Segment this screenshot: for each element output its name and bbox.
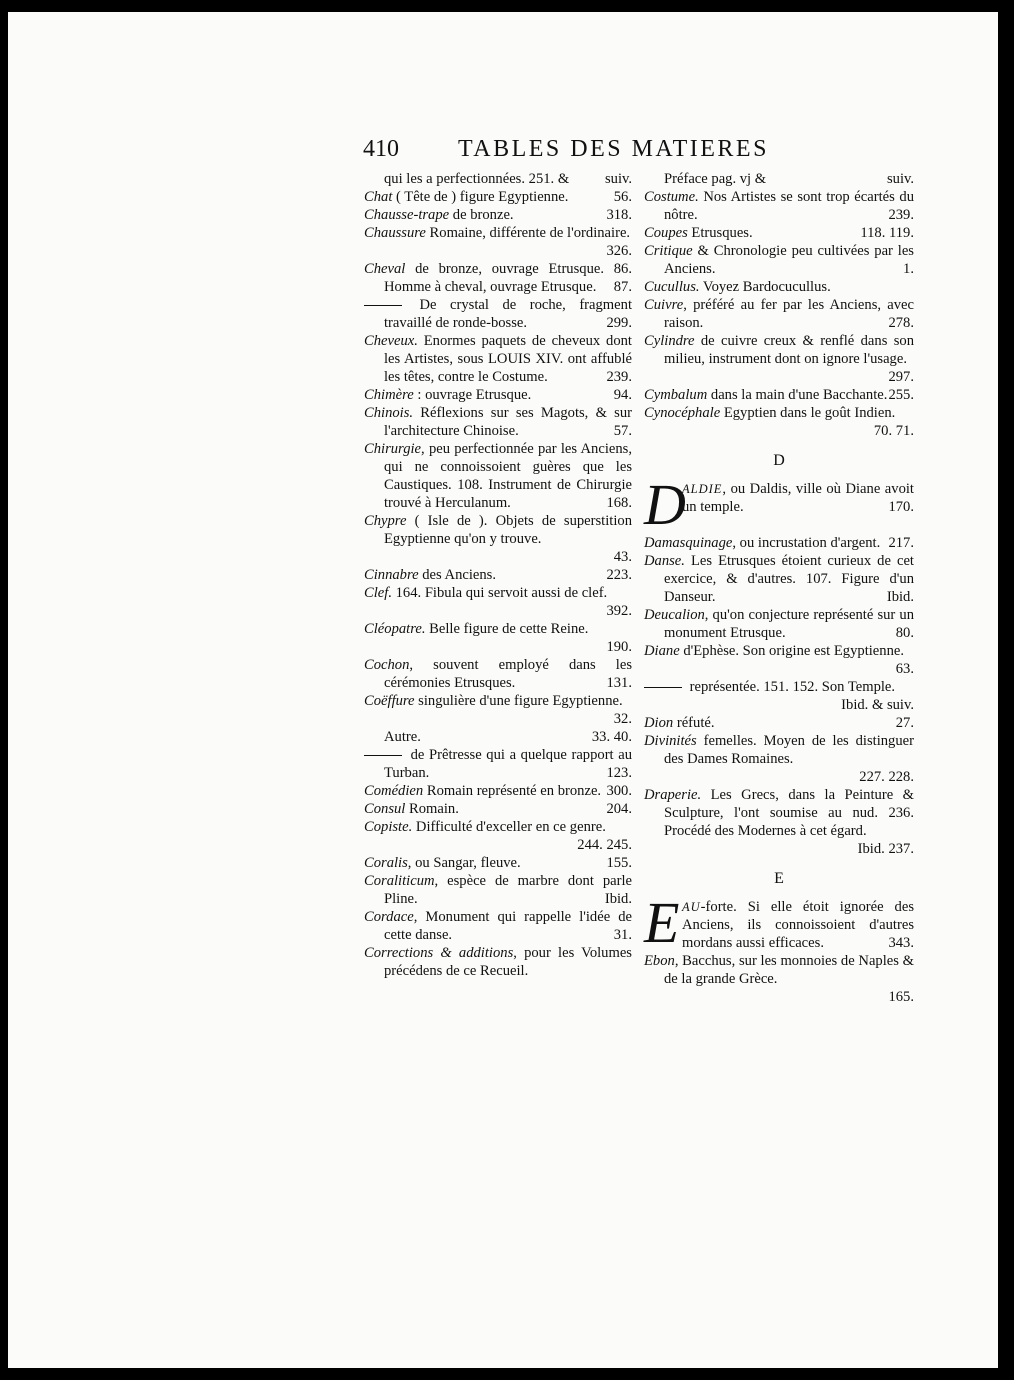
entry-headword: Cinnabre <box>364 567 419 583</box>
entry-text: femelles. Moyen de les distinguer des Dames Romaines. <box>664 733 914 767</box>
drop-smallcaps: ALDIE <box>682 482 723 496</box>
entry-page-ref: 318. <box>606 207 632 223</box>
entry-page-ref: 131. <box>606 675 632 691</box>
index-entry <box>364 206 632 224</box>
entry-text: Voyez Bardocucullus. <box>699 279 831 295</box>
entry-page-ref: 123. <box>606 765 632 781</box>
index-entry <box>364 224 632 260</box>
entry-text: réfuté. <box>673 715 715 731</box>
entry-page-ref: 43. <box>613 549 632 565</box>
index-entry <box>364 692 632 728</box>
right-column <box>644 170 914 1006</box>
entry-headword: Coëffure <box>364 693 415 709</box>
entry-headword: Dion <box>644 715 674 731</box>
entry-text: , préféré au fer par les Anciens, avec raison. <box>664 297 914 331</box>
entry-headword: Copiste. <box>364 819 413 835</box>
entry-page-ref: 223. <box>606 567 632 583</box>
index-entry <box>364 404 632 440</box>
entry-page-ref: 244. 245. <box>577 837 632 853</box>
entry-headword: Cheveux. <box>364 333 418 349</box>
entry-page-ref: 94. <box>613 387 632 403</box>
entry-text: Enormes paquets de cheveux dont les Artistes, sous LOUIS XIV. ont affublé les têtes, contre le Costume. <box>384 333 632 385</box>
entry-text: singulière d'une figure Egyptienne. <box>414 693 623 709</box>
section-d-entries <box>644 534 914 858</box>
index-entry <box>644 786 914 858</box>
index-entry <box>644 678 914 714</box>
section-e-entries <box>644 952 914 1006</box>
entry-text: 164. Fibula qui servoit aussi de clef. <box>391 585 608 601</box>
index-entry <box>644 714 914 732</box>
entry-text: de cuivre creux & renflé dans son milieu, instrument dont on ignore l'usage. <box>664 333 914 367</box>
index-entry <box>364 908 632 944</box>
ditto-dash <box>364 755 402 756</box>
entry-headword: Corrections & additions <box>364 945 514 961</box>
right-entries <box>644 170 914 440</box>
entry-headword: Draperie. <box>644 787 702 803</box>
drop-ref: 343. <box>888 935 914 951</box>
index-entry <box>364 728 632 746</box>
document-page <box>8 12 998 1368</box>
entry-page-ref: 70. 71. <box>873 423 914 439</box>
index-entry <box>644 224 914 242</box>
entry-headword: Coupes <box>644 225 688 241</box>
entry-page-ref: 278. <box>888 315 914 331</box>
entry-page-ref: 255. <box>888 387 914 403</box>
index-entry <box>364 332 632 386</box>
entry-page-ref: 299. <box>606 315 632 331</box>
index-entry <box>364 170 632 188</box>
entry-text: Réflexions sur ses Magots, & sur l'architecture Chinoise. <box>384 405 632 439</box>
entry-page-ref: 217. <box>888 535 914 551</box>
entry-headword: Danse. <box>644 553 685 569</box>
entry-page-ref: 326. <box>606 243 632 259</box>
index-entry <box>644 732 914 786</box>
entry-text: , ou incrustation d'argent. <box>732 535 881 551</box>
index-entry <box>364 260 632 296</box>
entry-page-ref: 392. <box>606 603 632 619</box>
entry-text: d'Ephèse. Son origine est Egyptienne. <box>679 643 905 659</box>
entry-page-ref: 63. <box>895 661 914 677</box>
index-entry <box>364 386 632 404</box>
entry-headword: Coraliticum <box>364 873 435 889</box>
entry-page-ref: 118. 119. <box>860 225 914 241</box>
index-entry <box>364 296 632 332</box>
page-header <box>363 134 833 168</box>
entry-text: , pour les Volumes précédens de ce Recueil. <box>384 945 632 979</box>
entry-page-ref: 165. <box>888 989 914 1005</box>
index-entry <box>644 278 914 296</box>
entry-text: , Bacchus, sur les monnoies de Naples & de la grande Grèce. <box>664 953 914 987</box>
entry-headword: Divinités <box>644 733 697 749</box>
entry-page-ref: suiv. <box>886 171 914 187</box>
entry-headword: Cléopatre. <box>364 621 426 637</box>
entry-text: De crystal de roche, fragment travaillé de ronde-bosse. <box>384 297 632 331</box>
entry-text: Autre. <box>384 729 421 745</box>
index-entry <box>364 620 632 656</box>
entry-page-ref: 31. <box>613 927 632 943</box>
entry-page-ref: 1. <box>903 261 914 277</box>
entry-headword: Comédien <box>364 783 424 799</box>
entry-text: Romaine, différente de l'ordinaire. <box>425 225 631 241</box>
entry-headword: Chirurgie <box>364 441 422 457</box>
entry-page-ref: 190. <box>606 639 632 655</box>
drop-text: , ou Daldis, ville où Diane avoit un temple. <box>682 481 914 515</box>
entry-headword: Diane <box>644 643 680 659</box>
entry-text: , qu'on conjecture représenté sur un monument Etrusque. <box>664 607 914 641</box>
entry-headword: Cordace <box>364 909 414 925</box>
drop-cap-entry-d <box>644 472 914 537</box>
entry-text: , ou Sangar, fleuve. <box>407 855 521 871</box>
entry-text: Belle figure de cette Reine. <box>425 621 589 637</box>
entry-page-ref: 239. <box>888 207 914 223</box>
index-entry <box>364 584 632 620</box>
entry-text: Difficulté d'exceller en ce genre. <box>412 819 606 835</box>
index-entry <box>364 818 632 854</box>
entry-page-ref: 80. <box>895 625 914 641</box>
entry-text: , espèce de marbre dont parle Pline. <box>384 873 632 907</box>
drop-cap-e: E <box>644 890 680 955</box>
entry-page-ref: 87. <box>613 279 632 295</box>
entry-page-ref: 297. <box>888 369 914 385</box>
section-letter-e: E <box>774 870 784 887</box>
entry-headword: Chypre <box>364 513 407 529</box>
entry-text: qui les a perfectionnées. 251. & <box>384 171 570 187</box>
entry-text: des Anciens. <box>418 567 497 583</box>
entry-headword: Cucullus. <box>644 279 700 295</box>
entry-headword: Damasquinage <box>644 535 733 551</box>
index-entry <box>644 952 914 1006</box>
entry-headword: Critique <box>644 243 693 259</box>
entry-headword: Cylindre <box>644 333 695 349</box>
entry-text: Romain. <box>405 801 459 817</box>
entry-page-ref: Ibid. <box>604 891 632 907</box>
entry-page-ref: 32. <box>613 711 632 727</box>
entry-text: de bronze, ouvrage Etrusque. 86. Homme à cheval, ouvrage Etrusque. <box>384 261 632 295</box>
entry-headword: Chausse-trape <box>364 207 450 223</box>
entry-page-ref: 27. <box>895 715 914 731</box>
index-entry <box>644 404 914 440</box>
ditto-dash <box>644 687 682 688</box>
entry-text: : ouvrage Etrusque. <box>413 387 532 403</box>
page-title: TABLES DES MATIERES <box>458 136 769 162</box>
entry-page-ref: 57. <box>613 423 632 439</box>
entry-page-ref: 155. <box>606 855 632 871</box>
drop-ref: 170. <box>888 499 914 515</box>
entry-headword: Ebon <box>644 953 675 969</box>
drop-smallcaps: AU <box>682 900 701 914</box>
entry-text: Préface pag. vj & <box>664 171 767 187</box>
index-entry <box>364 440 632 512</box>
index-entry <box>364 872 632 908</box>
index-entry <box>364 188 632 206</box>
entry-text: dans la main d'une Bacchante. <box>707 387 888 403</box>
drop-cap-d: D <box>644 472 686 537</box>
index-entry <box>644 386 914 404</box>
index-entry <box>644 188 914 224</box>
drop-text: -forte. Si elle étoit ignorée des Anciens, ils connoissoient d'autres mordans aussi efficaces. <box>682 899 914 951</box>
entry-headword: Coralis <box>364 855 408 871</box>
index-entry <box>364 566 632 584</box>
entry-text: , souvent employé dans les cérémonies Etrusques. <box>384 657 632 691</box>
entry-page-ref: 227. 228. <box>859 769 914 785</box>
index-entry <box>364 854 632 872</box>
section-letter-d: D <box>773 452 785 469</box>
entry-text: représentée. 151. 152. Son Temple. <box>686 679 896 695</box>
entry-headword: Cymbalum <box>644 387 708 403</box>
index-entry <box>644 332 914 386</box>
entry-page-ref: 56. <box>613 189 632 205</box>
entry-headword: Cynocéphale <box>644 405 721 421</box>
entry-text: Etrusques. <box>687 225 753 241</box>
index-entry <box>364 800 632 818</box>
entry-headword: Clef. <box>364 585 392 601</box>
index-entry <box>644 242 914 278</box>
entry-text: Les Etrusques étoient curieux de cet exercice, & d'autres. 107. Figure d'un Danseur. <box>664 553 914 605</box>
index-entry <box>364 782 632 800</box>
entry-page-ref: 300. <box>606 783 632 799</box>
entry-headword: Cheval <box>364 261 406 277</box>
left-column <box>364 170 632 980</box>
index-entry <box>644 296 914 332</box>
entry-headword: Consul <box>364 801 406 817</box>
entry-page-ref: suiv. <box>604 171 632 187</box>
entry-headword: Deucalion <box>644 607 705 623</box>
index-entry <box>364 656 632 692</box>
entry-text: Egyptien dans le goût Indien. <box>720 405 896 421</box>
index-entry <box>644 552 914 606</box>
entry-text: Nos Artistes se sont trop écartés du nôtre. <box>664 189 914 223</box>
entry-text: ( Tête de ) figure Egyptienne. <box>392 189 569 205</box>
entry-text: Les Grecs, dans la Peinture & Sculpture, l'ont soumise au nud. 236. Procédé des Modernes à cet égard. <box>664 787 914 839</box>
entry-headword: Cochon <box>364 657 410 673</box>
index-entry <box>644 606 914 642</box>
entry-page-ref: Ibid. & suiv. <box>841 697 914 713</box>
entry-page-ref: Ibid. <box>886 589 914 605</box>
index-entry <box>364 512 632 566</box>
entry-page-ref: 33. 40. <box>591 729 632 745</box>
entry-text: , Monument qui rappelle l'idée de cette danse. <box>384 909 632 943</box>
index-entry <box>644 642 914 678</box>
entry-text: de Prêtresse qui a quelque rapport au Turban. <box>384 747 632 781</box>
entry-text: Romain représenté en bronze. <box>423 783 602 799</box>
index-entry <box>364 746 632 782</box>
entry-page-ref: 168. <box>606 495 632 511</box>
index-entry <box>644 170 914 188</box>
entry-page-ref: 239. <box>606 369 632 385</box>
index-entry <box>364 944 632 980</box>
entry-headword: Chimère <box>364 387 414 403</box>
entry-text: , peu perfectionnée par les Anciens, qui ne connoissoient guères que les Caustiques. 108. Instrument de Chirurgie trouvé à Herculanum. <box>384 441 632 511</box>
entry-text: & Chronologie peu cultivées par les Anciens. <box>664 243 914 277</box>
page-number: 410 <box>363 136 399 162</box>
entry-page-ref: 204. <box>606 801 632 817</box>
entry-headword: Costume. <box>644 189 699 205</box>
entry-headword: Chaussure <box>364 225 426 241</box>
entry-text: de bronze. <box>449 207 514 223</box>
entry-text: ( Isle de ). Objets de superstition Egyptienne qu'on y trouve. <box>384 513 632 547</box>
entry-page-ref: Ibid. 237. <box>857 841 914 857</box>
entry-headword: Cuivre <box>644 297 684 313</box>
entry-headword: Chinois. <box>364 405 414 421</box>
ditto-dash <box>364 305 402 306</box>
entry-headword: Chat <box>364 189 393 205</box>
drop-cap-entry-e <box>644 890 914 955</box>
